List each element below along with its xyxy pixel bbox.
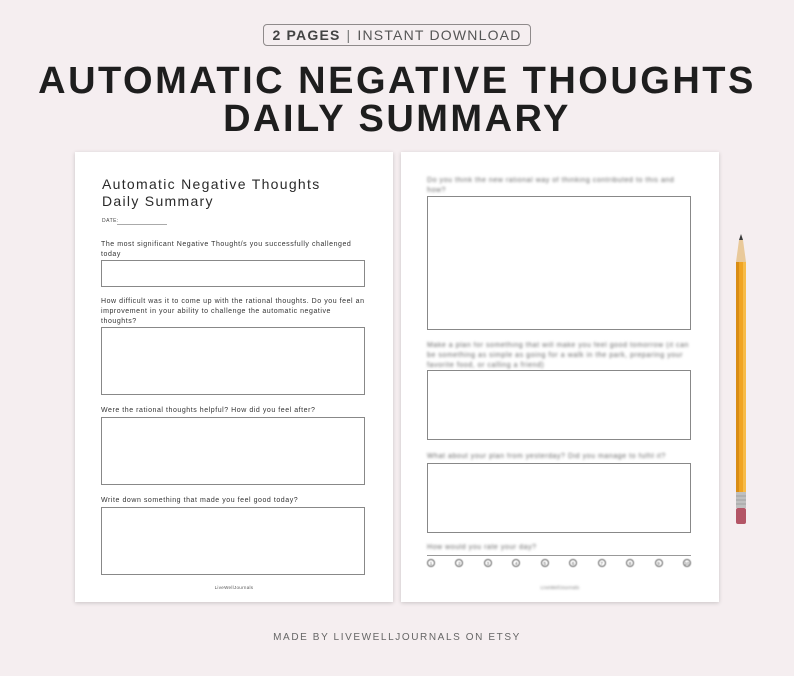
rating-4: 4 — [512, 559, 520, 567]
rating-8: 8 — [626, 559, 634, 567]
question-5: Do you think the new rational way of thinking contributed to this and how? — [427, 177, 675, 194]
page-title-line1: Automatic Negative Thoughts — [102, 176, 321, 192]
page-title-line2: Daily Summary — [102, 193, 214, 209]
answer-box-7 — [427, 463, 691, 533]
rating-6: 6 — [569, 559, 577, 567]
rating-7: 7 — [598, 559, 606, 567]
answer-box-5 — [427, 196, 691, 330]
page-footer: LiveWellJournals — [214, 585, 254, 590]
date-line — [117, 224, 167, 225]
badge-separator: | — [346, 27, 352, 43]
rating-scale — [427, 559, 691, 567]
rating-line — [427, 555, 691, 556]
question-7: What about your plan from yesterday? Did you manage to fulfil it? — [427, 453, 666, 460]
worksheet-page-2 — [401, 152, 719, 602]
rating-9: 9 — [655, 559, 663, 567]
answer-box-6 — [427, 370, 691, 440]
answer-box-4 — [101, 507, 365, 575]
question-1: The most significant Negative Thought/s you successfully challenged today — [101, 241, 352, 258]
question-2: How difficult was it to come up with the rational thoughts. Do you feel an improvement in your ability to challenge the automatic negative thoughts? — [101, 298, 365, 325]
badge-pages: 2 PAGES — [272, 27, 341, 43]
rating-2: 2 — [455, 559, 463, 567]
rating-5: 5 — [541, 559, 549, 567]
question-3: Were the rational thoughts helpful? How did you feel after? — [101, 407, 316, 414]
rating-1: 1 — [427, 559, 435, 567]
question-4: Write down something that made you feel good today? — [101, 497, 299, 504]
page-title — [102, 176, 321, 210]
answer-box-1 — [101, 260, 365, 287]
question-8: How would you rate your day? — [427, 544, 537, 551]
rating-3: 3 — [484, 559, 492, 567]
date-label: DATE: — [102, 218, 119, 224]
headline-line1: AUTOMATIC NEGATIVE THOUGHTS — [38, 60, 756, 102]
badge-download: INSTANT DOWNLOAD — [357, 27, 522, 43]
answer-box-3 — [101, 417, 365, 485]
answer-box-2 — [101, 327, 365, 395]
headline-line2: DAILY SUMMARY — [223, 98, 571, 140]
pencil-icon — [733, 234, 749, 526]
page-footer: LiveWellJournals — [540, 585, 580, 590]
format-badge — [263, 24, 531, 46]
shop-credit: MADE BY LIVEWELLJOURNALS ON ETSY — [273, 632, 521, 643]
question-6: Make a plan for something that will make you feel good tomorrow (it can be something as simple as going for a walk in the park, preparing your favorite food, or calling a friend) — [427, 342, 689, 369]
worksheet-page-1 — [75, 152, 393, 602]
rating-10: 10 — [684, 560, 690, 566]
